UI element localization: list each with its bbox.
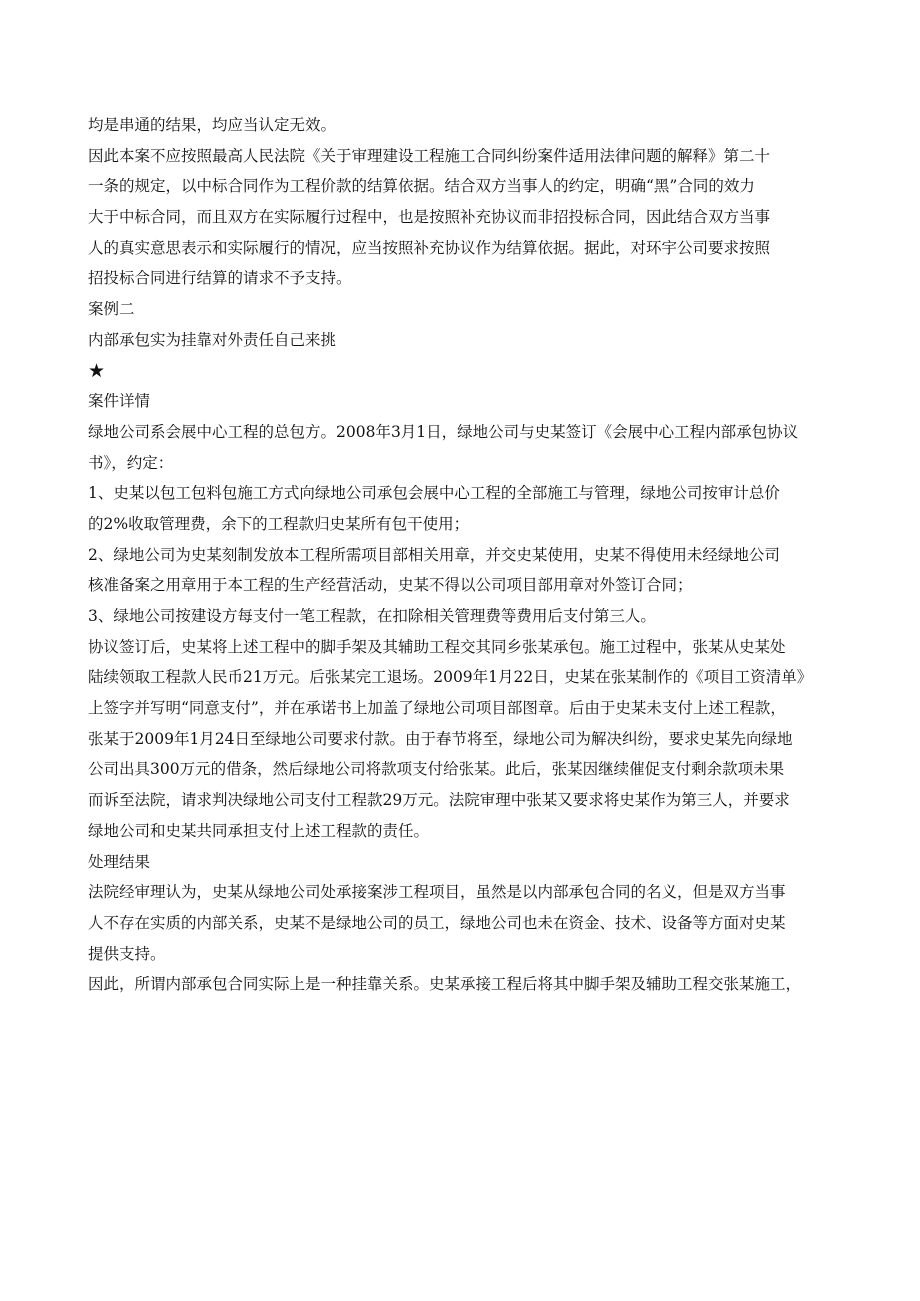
text-line: 1、史某以包工包料包施工方式向绿地公司承包会展中心工程的全部施工与管理，绿地公司按审计总价 bbox=[88, 484, 780, 503]
text-line: 2、绿地公司为史某刻制发放本工程所需项目部相关用章，并交史某使用，史某不得使用未经绿地公司 bbox=[88, 545, 780, 564]
text-line: 一条的规定，以中标合同作为工程价款的结算依据。结合双方当事人的约定，明确“黑”合同的效力 bbox=[88, 177, 755, 196]
text-line: 因此，所谓内部承包合同实际上是一种挂靠关系。史某承接工程后将其中脚手架及辅助工程交张某施工， bbox=[88, 975, 802, 994]
section-heading: 处理结果 bbox=[88, 852, 151, 871]
text-line: 法院经审理认为，史某从绿地公司处承接案涉工程项目，虽然是以内部承包合同的名义，但是双方当事 bbox=[88, 883, 786, 902]
text-line: 绿地公司和史某共同承担支付上述工程款的责任。 bbox=[88, 821, 430, 840]
text-line: 人不存在实质的内部关系，史某不是绿地公司的员工，绿地公司也未在资金、技术、设备等方面对史某 bbox=[88, 913, 786, 932]
star-icon: ★ bbox=[88, 359, 106, 382]
text-line: 公司出具300万元的借条，然后绿地公司将款项支付给张某。此后，张某因继续催促支付剩余款项未果 bbox=[88, 760, 785, 779]
text-line: 的2%收取管理费，余下的工程款归史某所有包干使用； bbox=[88, 514, 470, 533]
text-line: 3、绿地公司按建设方每支付一笔工程款，在扣除相关管理费等费用后支付第三人。 bbox=[88, 607, 656, 625]
section-heading: 案件详情 bbox=[88, 392, 151, 411]
text-line: 而诉至法院，请求判决绿地公司支付工程款29万元。法院审理中张某又要求将史某作为第三人，并要求 bbox=[88, 791, 790, 810]
case-title: 内部承包实为挂靠对外责任自己来挑 bbox=[88, 330, 337, 349]
document-body bbox=[88, 110, 848, 1000]
text-line: 因此本案不应按照最高人民法院《关于审理建设工程施工合同纠纷案件适用法律问题的解释》第二十 bbox=[88, 146, 771, 165]
text-line: 陆续领取工程款人民币21万元。后张某完工退场。2009年1月22日，史某在张某制作的《项目工资清单》 bbox=[88, 668, 813, 687]
case-heading: 案例二 bbox=[88, 300, 135, 319]
text-line: 张某于2009年1月24日至绿地公司要求付款。由于春节将至，绿地公司为解决纠纷，要求史某先向绿地 bbox=[88, 729, 793, 748]
text-line: 人的真实意思表示和实际履行的情况，应当按照补充协议作为结算依据。据此，对环宇公司要求按照 bbox=[88, 238, 771, 257]
text-line: 均是串通的结果，均应当认定无效。 bbox=[88, 116, 337, 134]
text-line: 绿地公司系会展中心工程的总包方。2008年3月1日，绿地公司与史某签订《会展中心工程内部承包协议 bbox=[88, 422, 799, 441]
text-line: 书》，约定： bbox=[88, 453, 174, 472]
text-line: 核准备案之用章用于本工程的生产经营活动，史某不得以公司项目部用章对外签订合同； bbox=[88, 576, 693, 595]
text-line: 上签字并写明“同意支付”，并在承诺书上加盖了绿地公司项目部图章。后由于史某未支付上述工程款， bbox=[88, 699, 786, 718]
text-line: 招投标合同进行结算的请求不予支持。 bbox=[88, 269, 352, 288]
text-line: 协议签订后，史某将上述工程中的脚手架及其辅助工程交其同乡张某承包。施工过程中，张某从史某处 bbox=[88, 637, 786, 656]
text-line: 大于中标合同，而且双方在实际履行过程中，也是按照补充协议而非招投标合同，因此结合双方当事 bbox=[88, 208, 771, 227]
text-line: 提供支持。 bbox=[88, 944, 166, 963]
